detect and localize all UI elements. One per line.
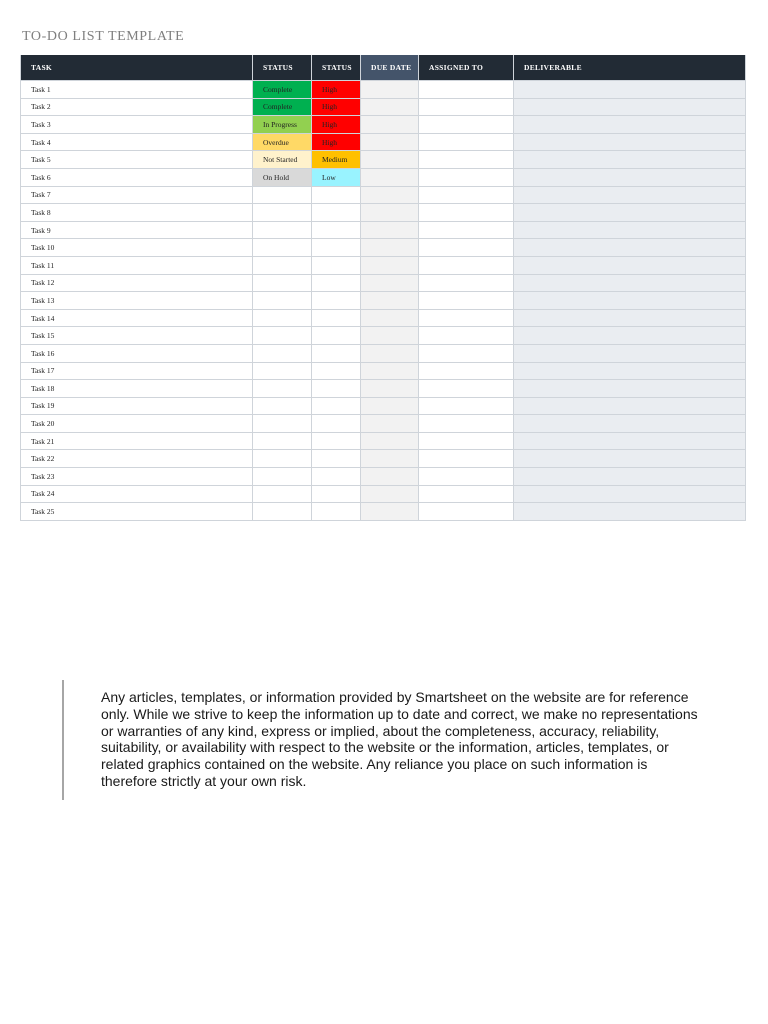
task-cell[interactable]: Task 25 bbox=[21, 503, 253, 521]
priority-cell[interactable]: High bbox=[312, 133, 361, 151]
priority-cell[interactable] bbox=[312, 485, 361, 503]
deliverable-cell[interactable] bbox=[514, 380, 746, 398]
priority-cell[interactable] bbox=[312, 397, 361, 415]
column-header-due-date[interactable]: DUE DATE bbox=[361, 55, 419, 81]
table-row bbox=[21, 204, 746, 222]
deliverable-cell[interactable] bbox=[514, 415, 746, 433]
deliverable-cell[interactable] bbox=[514, 362, 746, 380]
task-cell[interactable]: Task 17 bbox=[21, 362, 253, 380]
table-row bbox=[21, 186, 746, 204]
task-cell[interactable]: Task 10 bbox=[21, 239, 253, 257]
priority-cell[interactable]: High bbox=[312, 81, 361, 99]
status-cell[interactable] bbox=[253, 397, 312, 415]
priority-cell[interactable] bbox=[312, 415, 361, 433]
status-cell[interactable] bbox=[253, 362, 312, 380]
task-cell[interactable]: Task 19 bbox=[21, 397, 253, 415]
priority-cell[interactable] bbox=[312, 221, 361, 239]
deliverable-cell[interactable] bbox=[514, 274, 746, 292]
status-cell[interactable]: Complete bbox=[253, 81, 312, 99]
assigned-to-cell[interactable] bbox=[419, 151, 514, 169]
table-row bbox=[21, 239, 746, 257]
task-cell[interactable]: Task 21 bbox=[21, 432, 253, 450]
priority-cell[interactable] bbox=[312, 450, 361, 468]
task-cell[interactable]: Task 4 bbox=[21, 133, 253, 151]
status-cell[interactable] bbox=[253, 327, 312, 345]
priority-cell[interactable] bbox=[312, 468, 361, 486]
priority-cell[interactable] bbox=[312, 380, 361, 398]
task-cell[interactable]: Task 7 bbox=[21, 186, 253, 204]
disclaimer-text: Any articles, templates, or information provided by Smartsheet on the website are for reference only. While we strive to keep the information up to date and correct, we make no representations or warranties of any kind, express or implied, about the completeness, accuracy, reliability, suitability, or availability with respect to the website or the information, articles, templates, or related graphics contained on the website. Any reliance you place on such information is therefore strictly at your own risk. bbox=[101, 689, 698, 789]
task-cell[interactable]: Task 2 bbox=[21, 98, 253, 116]
due-date-cell[interactable] bbox=[361, 81, 419, 99]
due-date-cell[interactable] bbox=[361, 221, 419, 239]
deliverable-cell[interactable] bbox=[514, 256, 746, 274]
task-cell[interactable]: Task 22 bbox=[21, 450, 253, 468]
task-cell[interactable]: Task 11 bbox=[21, 256, 253, 274]
assigned-to-cell[interactable] bbox=[419, 81, 514, 99]
table-row bbox=[21, 503, 746, 521]
status-cell[interactable] bbox=[253, 450, 312, 468]
column-header-status[interactable]: STATUS bbox=[253, 55, 312, 81]
due-date-cell[interactable] bbox=[361, 415, 419, 433]
status-cell[interactable] bbox=[253, 239, 312, 257]
status-cell[interactable]: Complete bbox=[253, 98, 312, 116]
todo-table bbox=[20, 55, 746, 521]
task-cell[interactable]: Task 1 bbox=[21, 81, 253, 99]
status-cell[interactable] bbox=[253, 221, 312, 239]
status-cell[interactable]: On Hold bbox=[253, 168, 312, 186]
due-date-cell[interactable] bbox=[361, 344, 419, 362]
table-row bbox=[21, 415, 746, 433]
assigned-to-cell[interactable] bbox=[419, 309, 514, 327]
deliverable-cell[interactable] bbox=[514, 133, 746, 151]
assigned-to-cell[interactable] bbox=[419, 98, 514, 116]
table-row bbox=[21, 81, 746, 99]
status-cell[interactable] bbox=[253, 292, 312, 310]
status-cell[interactable] bbox=[253, 256, 312, 274]
task-cell[interactable]: Task 24 bbox=[21, 485, 253, 503]
table-row bbox=[21, 485, 746, 503]
assigned-to-cell[interactable] bbox=[419, 362, 514, 380]
column-header-deliverable[interactable]: DELIVERABLE bbox=[514, 55, 746, 81]
priority-cell[interactable] bbox=[312, 239, 361, 257]
status-cell[interactable] bbox=[253, 468, 312, 486]
task-cell[interactable]: Task 8 bbox=[21, 204, 253, 222]
status-cell[interactable] bbox=[253, 309, 312, 327]
due-date-cell[interactable] bbox=[361, 503, 419, 521]
status-cell[interactable]: In Progress bbox=[253, 116, 312, 134]
due-date-cell[interactable] bbox=[361, 256, 419, 274]
priority-cell[interactable] bbox=[312, 344, 361, 362]
assigned-to-cell[interactable] bbox=[419, 186, 514, 204]
deliverable-cell[interactable] bbox=[514, 432, 746, 450]
priority-cell[interactable] bbox=[312, 186, 361, 204]
status-cell[interactable] bbox=[253, 415, 312, 433]
task-cell[interactable]: Task 9 bbox=[21, 221, 253, 239]
priority-cell[interactable]: High bbox=[312, 98, 361, 116]
status-cell[interactable] bbox=[253, 186, 312, 204]
table-body bbox=[21, 81, 746, 521]
table-row bbox=[21, 362, 746, 380]
due-date-cell[interactable] bbox=[361, 309, 419, 327]
priority-cell[interactable] bbox=[312, 327, 361, 345]
priority-cell[interactable] bbox=[312, 274, 361, 292]
table-row bbox=[21, 397, 746, 415]
deliverable-cell[interactable] bbox=[514, 186, 746, 204]
priority-cell[interactable] bbox=[312, 432, 361, 450]
status-cell[interactable] bbox=[253, 485, 312, 503]
task-cell[interactable]: Task 23 bbox=[21, 468, 253, 486]
deliverable-cell[interactable] bbox=[514, 81, 746, 99]
due-date-cell[interactable] bbox=[361, 116, 419, 134]
assigned-to-cell[interactable] bbox=[419, 168, 514, 186]
task-cell[interactable]: Task 14 bbox=[21, 309, 253, 327]
due-date-cell[interactable] bbox=[361, 397, 419, 415]
status-cell[interactable] bbox=[253, 503, 312, 521]
assigned-to-cell[interactable] bbox=[419, 133, 514, 151]
assigned-to-cell[interactable] bbox=[419, 239, 514, 257]
table-row bbox=[21, 327, 746, 345]
deliverable-cell[interactable] bbox=[514, 221, 746, 239]
due-date-cell[interactable] bbox=[361, 133, 419, 151]
table-row bbox=[21, 133, 746, 151]
status-cell[interactable] bbox=[253, 274, 312, 292]
assigned-to-cell[interactable] bbox=[419, 450, 514, 468]
table-row bbox=[21, 344, 746, 362]
task-cell[interactable]: Task 12 bbox=[21, 274, 253, 292]
due-date-cell[interactable] bbox=[361, 204, 419, 222]
deliverable-cell[interactable] bbox=[514, 485, 746, 503]
priority-cell[interactable] bbox=[312, 503, 361, 521]
assigned-to-cell[interactable] bbox=[419, 292, 514, 310]
table-row bbox=[21, 432, 746, 450]
table-header-row bbox=[21, 55, 746, 81]
due-date-cell[interactable] bbox=[361, 274, 419, 292]
due-date-cell[interactable] bbox=[361, 380, 419, 398]
due-date-cell[interactable] bbox=[361, 151, 419, 169]
disclaimer-box bbox=[62, 680, 702, 800]
assigned-to-cell[interactable] bbox=[419, 221, 514, 239]
assigned-to-cell[interactable] bbox=[419, 327, 514, 345]
priority-cell[interactable] bbox=[312, 256, 361, 274]
task-cell[interactable]: Task 6 bbox=[21, 168, 253, 186]
task-cell[interactable]: Task 13 bbox=[21, 292, 253, 310]
table-row bbox=[21, 151, 746, 169]
column-header-task[interactable]: TASK bbox=[21, 55, 253, 81]
table-row bbox=[21, 221, 746, 239]
due-date-cell[interactable] bbox=[361, 468, 419, 486]
priority-cell[interactable] bbox=[312, 292, 361, 310]
assigned-to-cell[interactable] bbox=[419, 397, 514, 415]
table-row bbox=[21, 256, 746, 274]
deliverable-cell[interactable] bbox=[514, 292, 746, 310]
due-date-cell[interactable] bbox=[361, 432, 419, 450]
table-row bbox=[21, 292, 746, 310]
table-row bbox=[21, 116, 746, 134]
due-date-cell[interactable] bbox=[361, 292, 419, 310]
table-row bbox=[21, 98, 746, 116]
page-title: TO-DO LIST TEMPLATE bbox=[22, 29, 185, 44]
assigned-to-cell[interactable] bbox=[419, 204, 514, 222]
deliverable-cell[interactable] bbox=[514, 116, 746, 134]
table-row bbox=[21, 309, 746, 327]
priority-cell[interactable] bbox=[312, 309, 361, 327]
due-date-cell[interactable] bbox=[361, 186, 419, 204]
deliverable-cell[interactable] bbox=[514, 309, 746, 327]
task-cell[interactable]: Task 16 bbox=[21, 344, 253, 362]
assigned-to-cell[interactable] bbox=[419, 380, 514, 398]
deliverable-cell[interactable] bbox=[514, 344, 746, 362]
assigned-to-cell[interactable] bbox=[419, 256, 514, 274]
assigned-to-cell[interactable] bbox=[419, 274, 514, 292]
task-cell[interactable]: Task 5 bbox=[21, 151, 253, 169]
deliverable-cell[interactable] bbox=[514, 239, 746, 257]
assigned-to-cell[interactable] bbox=[419, 415, 514, 433]
priority-cell[interactable] bbox=[312, 362, 361, 380]
table-row bbox=[21, 168, 746, 186]
status-cell[interactable] bbox=[253, 380, 312, 398]
assigned-to-cell[interactable] bbox=[419, 344, 514, 362]
status-cell[interactable]: Overdue bbox=[253, 133, 312, 151]
deliverable-cell[interactable] bbox=[514, 503, 746, 521]
status-cell[interactable] bbox=[253, 344, 312, 362]
deliverable-cell[interactable] bbox=[514, 168, 746, 186]
priority-cell[interactable]: High bbox=[312, 116, 361, 134]
table-row bbox=[21, 380, 746, 398]
priority-cell[interactable]: Low bbox=[312, 168, 361, 186]
table-row bbox=[21, 450, 746, 468]
assigned-to-cell[interactable] bbox=[419, 116, 514, 134]
deliverable-cell[interactable] bbox=[514, 397, 746, 415]
status-cell[interactable] bbox=[253, 204, 312, 222]
table-row bbox=[21, 468, 746, 486]
due-date-cell[interactable] bbox=[361, 362, 419, 380]
deliverable-cell[interactable] bbox=[514, 98, 746, 116]
assigned-to-cell[interactable] bbox=[419, 503, 514, 521]
assigned-to-cell[interactable] bbox=[419, 485, 514, 503]
column-header-priority[interactable]: STATUS bbox=[312, 55, 361, 81]
assigned-to-cell[interactable] bbox=[419, 468, 514, 486]
task-cell[interactable]: Task 18 bbox=[21, 380, 253, 398]
due-date-cell[interactable] bbox=[361, 239, 419, 257]
status-cell[interactable] bbox=[253, 432, 312, 450]
deliverable-cell[interactable] bbox=[514, 450, 746, 468]
task-cell[interactable]: Task 15 bbox=[21, 327, 253, 345]
deliverable-cell[interactable] bbox=[514, 468, 746, 486]
due-date-cell[interactable] bbox=[361, 450, 419, 468]
deliverable-cell[interactable] bbox=[514, 327, 746, 345]
table-row bbox=[21, 274, 746, 292]
due-date-cell[interactable] bbox=[361, 485, 419, 503]
due-date-cell[interactable] bbox=[361, 327, 419, 345]
due-date-cell[interactable] bbox=[361, 168, 419, 186]
task-cell[interactable]: Task 3 bbox=[21, 116, 253, 134]
column-header-assigned-to[interactable]: ASSIGNED TO bbox=[419, 55, 514, 81]
assigned-to-cell[interactable] bbox=[419, 432, 514, 450]
status-cell[interactable]: Not Started bbox=[253, 151, 312, 169]
priority-cell[interactable]: Medium bbox=[312, 151, 361, 169]
deliverable-cell[interactable] bbox=[514, 204, 746, 222]
due-date-cell[interactable] bbox=[361, 98, 419, 116]
deliverable-cell[interactable] bbox=[514, 151, 746, 169]
priority-cell[interactable] bbox=[312, 204, 361, 222]
task-cell[interactable]: Task 20 bbox=[21, 415, 253, 433]
